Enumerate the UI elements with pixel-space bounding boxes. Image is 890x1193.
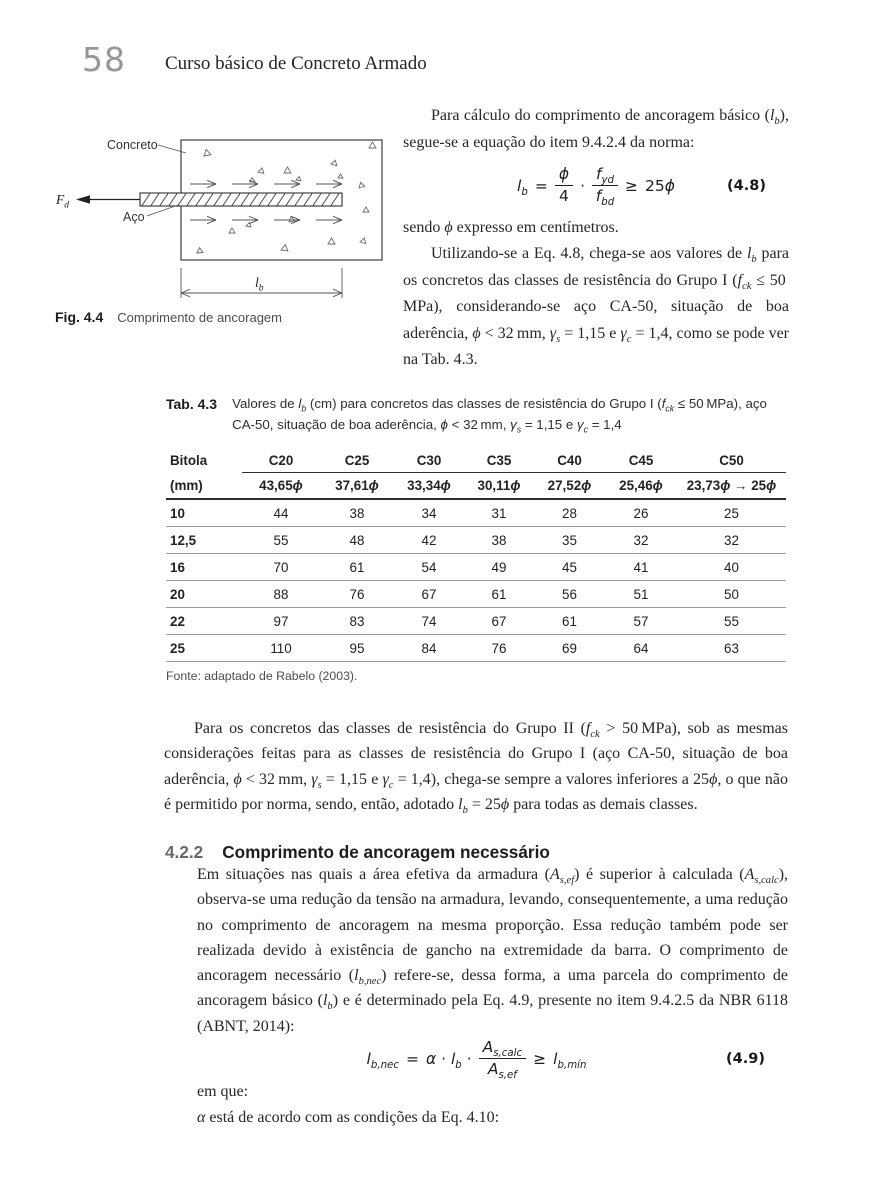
table-cell: 45 bbox=[534, 554, 605, 581]
anchorage-length-table bbox=[166, 448, 786, 662]
table-cell: 28 bbox=[534, 499, 605, 527]
table-header-row-classes bbox=[166, 448, 786, 473]
table-cell: 76 bbox=[320, 581, 394, 608]
section-title: Comprimento de ancoragem necessário bbox=[222, 842, 550, 862]
table-cell: 25 bbox=[677, 499, 786, 527]
equation-number-4-9: (4.9) bbox=[726, 1050, 765, 1067]
table-header-cell: 23,73ϕ → 25ϕ bbox=[677, 473, 786, 500]
table-header-cell: 27,52ϕ bbox=[534, 473, 605, 500]
eq49-lhs: $l_{b,nec}$ bbox=[366, 1049, 399, 1071]
table-cell: 63 bbox=[677, 635, 786, 662]
table-cell: 44 bbox=[242, 499, 320, 527]
table-cell: 95 bbox=[320, 635, 394, 662]
eq48-fraction-fyd-fbd: $\frac{f_{yd}}{f_{bd}}$ bbox=[592, 165, 618, 207]
force-arrow bbox=[76, 195, 140, 204]
table-cell: 55 bbox=[242, 527, 320, 554]
table-row bbox=[166, 554, 786, 581]
table-caption bbox=[166, 394, 788, 435]
eq49-mid: $\alpha \cdot l_b$ · bbox=[425, 1049, 472, 1071]
table-label: Tab. 4.3 bbox=[166, 396, 218, 412]
table-header-cell: 33,34ϕ bbox=[394, 473, 464, 500]
dimension-label: $l_b$ bbox=[255, 275, 264, 294]
table-cell: 67 bbox=[394, 581, 464, 608]
table-cell: 55 bbox=[677, 608, 786, 635]
table-header-cell: C45 bbox=[605, 448, 677, 473]
steel-label: Aço bbox=[123, 210, 145, 224]
table-cell: 64 bbox=[605, 635, 677, 662]
table-header-cell: 43,65ϕ bbox=[242, 473, 320, 500]
table-4-3-block bbox=[166, 394, 788, 683]
table-cell: 88 bbox=[242, 581, 320, 608]
table-cell: 26 bbox=[605, 499, 677, 527]
table-cell: 74 bbox=[394, 608, 464, 635]
eq48-rhs: 25ϕ bbox=[645, 176, 675, 195]
table-header-cell: C20 bbox=[242, 448, 320, 473]
table-row bbox=[166, 635, 786, 662]
page-number: 58 bbox=[82, 40, 126, 79]
table-row bbox=[166, 499, 786, 527]
table-cell: 10 bbox=[166, 499, 242, 527]
table-cell: 97 bbox=[242, 608, 320, 635]
paragraph-utilizando: Utilizando-se a Eq. 4.8, chega-se aos valores de $l_b$ para os concretos das classes de resistência do Grupo I ($f_{ck} \le 50$ MPa), considerando-se aço CA-50, situação de boa aderência, ϕ < 32 mm, $\gamma_s = 1,15$ e $\gamma_c = 1,4$, como se pode ver na Tab. 4.3. bbox=[403, 245, 790, 369]
steel-bar bbox=[140, 193, 342, 206]
eq48-fraction-phi4: $\frac{\phi}{4}$ bbox=[555, 165, 573, 207]
table-cell: 40 bbox=[677, 554, 786, 581]
table-header-cell: 37,61ϕ bbox=[320, 473, 394, 500]
steel-leader-line bbox=[147, 205, 178, 216]
table-header-cell: (mm) bbox=[166, 473, 242, 500]
table-cell: 67 bbox=[464, 608, 534, 635]
book-title: Curso básico de Concreto Armado bbox=[165, 53, 427, 74]
figure-caption-text: Comprimento de ancoragem bbox=[117, 310, 282, 325]
table-row bbox=[166, 608, 786, 635]
eq48-lhs: $l_b$ bbox=[517, 176, 528, 198]
table-cell: 57 bbox=[605, 608, 677, 635]
equation-number-4-8: (4.8) bbox=[727, 177, 766, 194]
table-header-cell: Bitola bbox=[170, 452, 208, 468]
table-header-cell: 30,11ϕ bbox=[464, 473, 534, 500]
section-body-paragraph: Em situações nas quais a área efetiva da armadura $(A_{s,ef})$ é superior à calculada $(A_{s,calc})$, observa-se uma redução da tensão na armadura, levando, consequentemente, a uma redução no comprimento de ancoragem na mesma proporção. Essa redução também pode ser realizada devido à existência de gancho na extremidade da barra. O comprimento de ancoragem necessário $(l_{b,nec})$ refere-se, dessa forma, a uma parcela do comprimento de ancoragem básico $(l_b)$ e é determinado pela Eq. 4.9, presente no item 9.4.2.5 da NBR 6118 (ABNT, 2014): bbox=[197, 866, 789, 1035]
paragraph-sendo-phi: sendo ϕ expresso em centímetros. bbox=[403, 218, 619, 236]
table-cell: 31 bbox=[464, 499, 534, 527]
table-header-cell: C30 bbox=[394, 448, 464, 473]
eq48-geq: ≥ bbox=[625, 176, 639, 195]
table-cell: 50 bbox=[677, 581, 786, 608]
table-cell: 32 bbox=[677, 527, 786, 554]
eq48-cdot: · bbox=[580, 176, 585, 195]
table-cell: 41 bbox=[605, 554, 677, 581]
table-cell: 49 bbox=[464, 554, 534, 581]
table-row bbox=[166, 527, 786, 554]
table-header-row-coefficients bbox=[166, 473, 786, 500]
table-cell: 84 bbox=[394, 635, 464, 662]
table-cell: 20 bbox=[166, 581, 242, 608]
section-heading bbox=[165, 842, 550, 863]
table-cell: 70 bbox=[242, 554, 320, 581]
eq49-equals: = bbox=[405, 1049, 419, 1068]
table-header-cell: C40 bbox=[534, 448, 605, 473]
table-cell: 16 bbox=[166, 554, 242, 581]
table-header-cell: C50 bbox=[677, 448, 786, 473]
table-cell: 35 bbox=[534, 527, 605, 554]
concrete-label: Concreto bbox=[107, 138, 158, 152]
paragraph-group2: Para os concretos das classes de resistência do Grupo II ($f_{ck} > 50$ MPa), sob as mesmas considerações feitas para as classes de resistência do Grupo I (aço CA-50, situação de boa aderência, ϕ < 32 mm, $\gamma_s = 1,15$ e $\gamma_c = 1,4$), chega-se sempre a valores inferiores a 25ϕ, o que não é permitido por norma, sendo, então, adotado $l_b = 25\phi$ para todas as demais classes. bbox=[164, 720, 789, 817]
table-cell: 61 bbox=[464, 581, 534, 608]
line-alpha-condition: α está de acordo com as condições da Eq. 4.10: bbox=[197, 1109, 500, 1126]
table-cell: 42 bbox=[394, 527, 464, 554]
force-label: $F_d$ bbox=[56, 192, 69, 211]
equation-4-9 bbox=[165, 1038, 788, 1080]
table-header-cell: 25,46ϕ bbox=[605, 473, 677, 500]
table-cell: 34 bbox=[394, 499, 464, 527]
table-cell: 61 bbox=[320, 554, 394, 581]
table-cell: 61 bbox=[534, 608, 605, 635]
eq49-fraction-as: $\frac{A_{s,calc}}{A_{s,ef}}$ bbox=[479, 1038, 527, 1080]
right-column bbox=[403, 103, 789, 374]
section-number: 4.2.2 bbox=[165, 842, 204, 862]
table-cell: 22 bbox=[166, 608, 242, 635]
figure-label: Fig. 4.4 bbox=[55, 309, 104, 325]
table-header-cell: C25 bbox=[320, 448, 394, 473]
table-cell: 38 bbox=[464, 527, 534, 554]
table-cell: 69 bbox=[534, 635, 605, 662]
table-header-cell: C35 bbox=[464, 448, 534, 473]
table-cell: 83 bbox=[320, 608, 394, 635]
table-cell: 56 bbox=[534, 581, 605, 608]
table-cell: 110 bbox=[242, 635, 320, 662]
eq49-geq: ≥ bbox=[533, 1049, 547, 1068]
table-row bbox=[166, 581, 786, 608]
table-cell: 25 bbox=[166, 635, 242, 662]
table-source: Fonte: adaptado de Rabelo (2003). bbox=[166, 669, 358, 683]
table-cell: 12,5 bbox=[166, 527, 242, 554]
table-cell: 32 bbox=[605, 527, 677, 554]
table-cell: 76 bbox=[464, 635, 534, 662]
eq48-equals: = bbox=[534, 176, 548, 195]
equation-4-8 bbox=[403, 165, 789, 207]
table-cell: 51 bbox=[605, 581, 677, 608]
line-em-que: em que: bbox=[197, 1083, 249, 1100]
figure-anchorage-diagram bbox=[45, 126, 395, 306]
table-cell: 54 bbox=[394, 554, 464, 581]
table-caption-text: Valores de $l_b$ (cm) para concretos das classes de resistência do Grupo I ($f_{ck} \le 50$ MPa), aço CA-50, situação de boa aderência, ϕ < 32 mm, $\gamma_s = 1,15$ e $\gamma_c = 1,4$ bbox=[232, 396, 767, 435]
paragraph-intro-lb: Para cálculo do comprimento de ancoragem básico $(l_b)$, segue-se a equação do item 9.4.2.4 da norma: bbox=[403, 107, 789, 151]
table-cell: 38 bbox=[320, 499, 394, 527]
table-cell: 48 bbox=[320, 527, 394, 554]
figure-caption bbox=[55, 309, 282, 325]
eq49-rhs: $l_{b,mín}$ bbox=[553, 1049, 587, 1071]
